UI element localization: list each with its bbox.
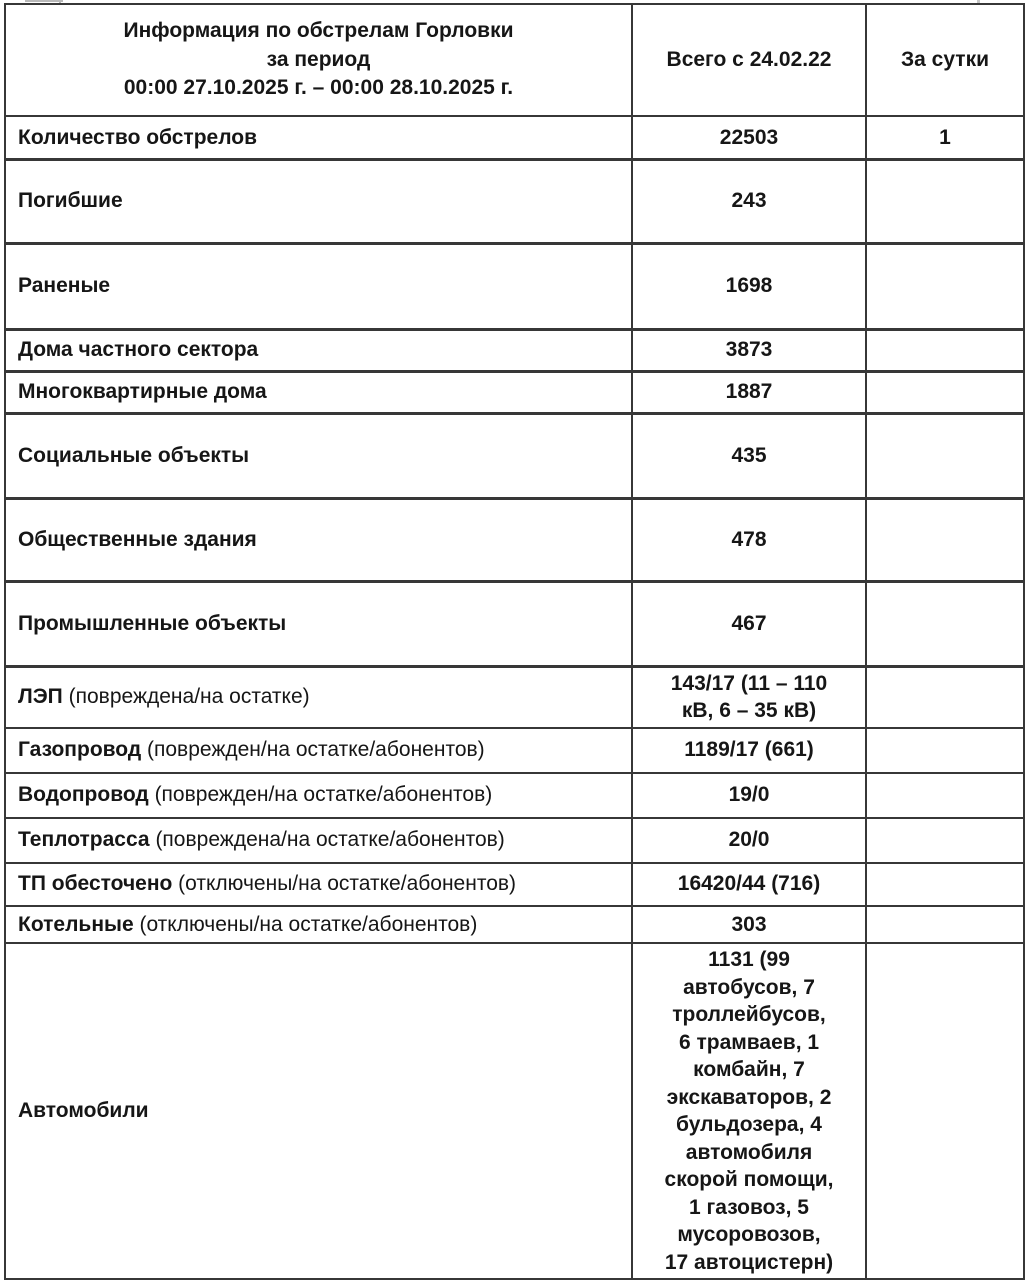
row-daily-value — [866, 773, 1024, 818]
row-total-value: 303 — [632, 906, 866, 944]
row-daily-value — [866, 243, 1024, 329]
row-label-cell — [5, 371, 632, 413]
row-total-value: 467 — [632, 581, 866, 666]
row-total-value: 3873 — [632, 329, 866, 371]
row-label-note: (поврежден/на остатке/абонентов) — [148, 783, 493, 807]
row-label: Теплотрасса — [18, 828, 150, 852]
table-row — [5, 943, 1024, 1279]
table-row — [5, 863, 1024, 906]
row-label: Автомобили — [18, 1099, 149, 1123]
row-daily-value — [866, 413, 1024, 498]
shelling-info-table — [4, 3, 1025, 1280]
row-label-cell — [5, 329, 632, 371]
row-label: Раненые — [18, 274, 111, 298]
row-label-cell — [5, 116, 632, 159]
row-label-cell — [5, 498, 632, 581]
row-total-value: 1698 — [632, 243, 866, 329]
row-daily-value — [866, 581, 1024, 666]
row-daily-value — [866, 906, 1024, 944]
row-label: Социальные объекты — [18, 443, 250, 467]
row-label-note: (отключены/на остатке/абонентов) — [133, 912, 478, 936]
row-label: Количество обстрелов — [18, 125, 258, 149]
row-label-note: (поврежден/на остатке/абонентов) — [141, 738, 485, 762]
row-label-note: (повреждена/на остатке/абонентов) — [149, 828, 505, 852]
row-daily-value — [866, 329, 1024, 371]
table-header-row — [5, 4, 1024, 116]
row-total-value: 478 — [632, 498, 866, 581]
row-daily-value — [866, 159, 1024, 243]
row-label-cell — [5, 413, 632, 498]
row-label-cell — [5, 728, 632, 773]
row-daily-value: 1 — [866, 116, 1024, 159]
cropped-table-fragment-horizontal — [25, 0, 63, 2]
table-row — [5, 329, 1024, 371]
row-daily-value — [866, 943, 1024, 1279]
row-total-value: 243 — [632, 159, 866, 243]
table-row — [5, 371, 1024, 413]
row-daily-value — [866, 666, 1024, 728]
table-row — [5, 773, 1024, 818]
row-label-cell — [5, 773, 632, 818]
row-total-value: 22503 — [632, 116, 866, 159]
row-daily-value — [866, 818, 1024, 863]
table-title-line-2: за период — [266, 47, 371, 71]
row-label-cell — [5, 243, 632, 329]
row-total-value: 1131 (99 автобусов, 7 троллейбусов, 6 трамваев, 1 комбайн, 7 экскаваторов, 2 бульдозера, 4 автомобиля скорой помощи, 1 газовоз, 5 мусоровозов, 17 автоцистерн) — [632, 943, 866, 1279]
row-label-cell — [5, 818, 632, 863]
table-row — [5, 498, 1024, 581]
table-row — [5, 728, 1024, 773]
table-row — [5, 159, 1024, 243]
table-row — [5, 666, 1024, 728]
row-label: Водопровод — [18, 783, 149, 807]
table-row — [5, 243, 1024, 329]
row-daily-value — [866, 371, 1024, 413]
row-daily-value — [866, 498, 1024, 581]
column-header-daily: За сутки — [866, 4, 1024, 116]
row-label-cell — [5, 159, 632, 243]
row-label: Общественные здания — [18, 527, 257, 551]
row-label-note: (отключены/на остатке/абонентов) — [172, 872, 517, 896]
row-total-value: 143/17 (11 – 110 кВ, 6 – 35 кВ) — [632, 666, 866, 728]
row-total-value: 19/0 — [632, 773, 866, 818]
row-label-cell — [5, 943, 632, 1279]
table-row — [5, 581, 1024, 666]
row-label-note: (повреждена/на остатке) — [62, 685, 310, 709]
row-label: Промышленные объекты — [18, 611, 287, 635]
row-label: ТП обесточено — [18, 872, 173, 896]
table-row — [5, 818, 1024, 863]
row-total-value: 16420/44 (716) — [632, 863, 866, 906]
row-label: Котельные — [18, 912, 134, 936]
column-header-total: Всего с 24.02.22 — [632, 4, 866, 116]
row-label-cell — [5, 666, 632, 728]
table-title-line-3: 00:00 27.10.2025 г. – 00:00 28.10.2025 г. — [123, 76, 514, 100]
row-label: Газопровод — [18, 738, 142, 762]
row-label-cell — [5, 906, 632, 944]
row-daily-value — [866, 728, 1024, 773]
table-title-cell — [5, 4, 632, 116]
table-row — [5, 413, 1024, 498]
row-daily-value — [866, 863, 1024, 906]
row-total-value: 1887 — [632, 371, 866, 413]
row-label-cell — [5, 581, 632, 666]
row-label-cell — [5, 863, 632, 906]
row-label: ЛЭП — [18, 685, 63, 709]
row-total-value: 435 — [632, 413, 866, 498]
row-label: Погибшие — [18, 189, 123, 213]
row-label: Многоквартирные дома — [18, 380, 267, 404]
row-label: Дома частного сектора — [18, 338, 259, 362]
table-title-line-1: Информация по обстрелам Горловки — [123, 18, 514, 42]
row-total-value: 1189/17 (661) — [632, 728, 866, 773]
table-row — [5, 906, 1024, 944]
row-total-value: 20/0 — [632, 818, 866, 863]
table-row — [5, 116, 1024, 159]
